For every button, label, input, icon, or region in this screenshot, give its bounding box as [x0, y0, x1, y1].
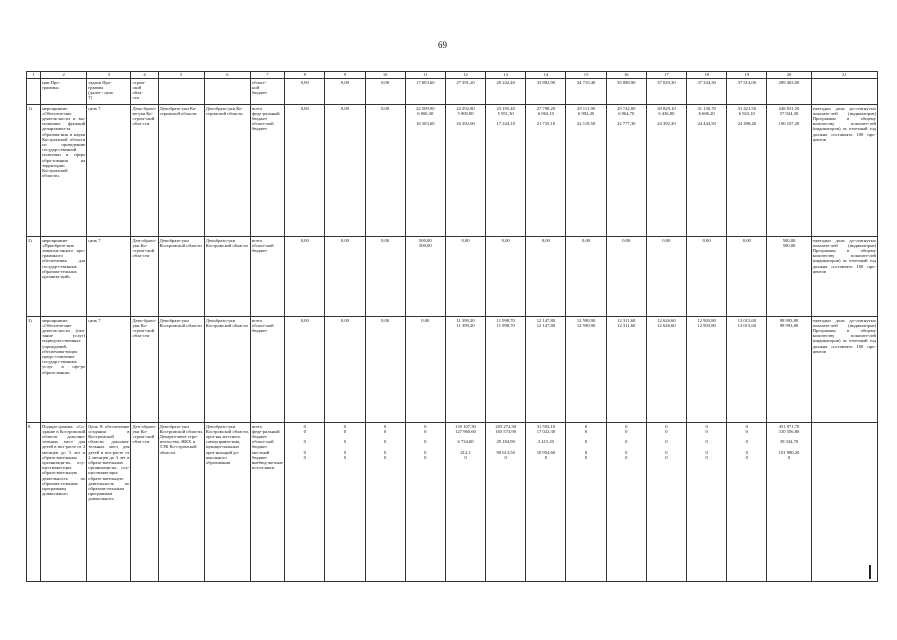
amount-cell: 30 829,10 6 436,80 24 392,30 [646, 105, 686, 237]
amount-cell: 12 147,80 12 147,80 [526, 317, 566, 423]
amount-cell: 135 107,30 127 960,60 6 734,60 412,1 0 [445, 423, 485, 582]
header-cell: 16 [606, 72, 646, 79]
budget-source-cell: всего област-ной бюджет [251, 237, 285, 317]
indicator-cell: ежегодно доля до-стигнутых показате-лей (индикаторов) Программы в общему количеству показате-лей (индикаторов) за отчетный год должна составлять 100 про-центов [811, 105, 877, 237]
executor-cell: Депобразо-уки Костромской области [158, 237, 204, 317]
amount-cell: 11 998,70 11 998,70 [486, 317, 526, 423]
row-number-cell: 2) [27, 237, 41, 317]
row-number-cell: 3) [27, 317, 41, 423]
amount-cell: 0 0 0 0 0 [365, 423, 405, 582]
continuation-row [27, 79, 878, 105]
amount-cell: 500,00 500,00 [405, 237, 445, 317]
indicator-cell: ежегодно доля до-стигнутых показате-лей (индикаторов) Программы в общему количеству показате-лей (индикаторов) за отчетный год должна составлять 100 про-центов [811, 317, 877, 423]
header-cell: 13 [486, 72, 526, 79]
executor-cell [158, 79, 204, 105]
amount-cell: 0,00 [285, 105, 325, 237]
amount-cell: 12 590,90 12 590,90 [566, 317, 606, 423]
indicator-cell [811, 79, 877, 105]
row-number-cell [27, 79, 41, 105]
budget-source-cell: област- ной бюджет [251, 79, 285, 105]
amount-cell: 0,00 [486, 237, 526, 317]
amount-cell: 0 0 0 0 0 [325, 423, 365, 582]
amount-cell: 289 403,00 [767, 79, 811, 105]
indicator-cell [811, 423, 877, 582]
header-cell: 17 [646, 72, 686, 79]
budget-source-cell: всего феде-ральный бюджет област-ной бюджет местный бюджет внебюд-жетные источ-ники [251, 423, 285, 582]
amount-cell: 0,00 [365, 237, 405, 317]
amount-cell: 22 292,80 5 900,80 16 392,00 [445, 105, 485, 237]
executor-cell: Депобразо-уки Ко-стромской области [158, 105, 204, 237]
header-cell: 12 [445, 72, 485, 79]
executor-cell: Депобразо-уки Костромской области, орга-ны местного самоуправле-ния, муници-пальных орга-низаций до-школьного образования [204, 423, 250, 582]
amount-cell: 33 882,90 [526, 79, 566, 105]
amount-cell: 0,00 [325, 105, 365, 237]
amount-cell: 0,00 [365, 317, 405, 423]
header-cell: 5 [158, 72, 204, 79]
amount-cell: 12 626,60 12 626,60 [646, 317, 686, 423]
header-cell: 8 [285, 72, 325, 79]
amount-cell: 17 003,60 [405, 79, 445, 105]
row-number-cell: 8. [27, 423, 41, 582]
header-cell: 18 [687, 72, 727, 79]
amount-cell: 12 903,80 12 903,80 [687, 317, 727, 423]
amount-cell: 0,00 [325, 317, 365, 423]
amount-cell: 0,00 [606, 237, 646, 317]
amount-cell: 0 0 0 0 0 [405, 423, 445, 582]
amount-cell: 22 509,90 6 006,30 16 503,60 [405, 105, 445, 237]
measure-name-cell: мероприятие «Обеспече-ние деятель-ности и вы-полнение функций департамен-та образова-ния и науки Костромской области по проведению государ-ственной политики в сфере обра-зования на территории Костромской области» [41, 105, 87, 237]
header-cell: 2 [41, 72, 87, 79]
amount-cell: 0,00 [325, 237, 365, 317]
amount-cell: 0,00 [405, 317, 445, 423]
amount-cell: 0 0 0 0 0 [646, 423, 686, 582]
amount-cell: 27 391,20 [445, 79, 485, 105]
amount-cell: 12 311,60 12 311,60 [606, 317, 646, 423]
header-cell: 9 [325, 72, 365, 79]
executor-cell: Депобразо-уки Костромской области [204, 237, 250, 317]
amount-cell: 0,00 [285, 79, 325, 105]
page-number: 69 [438, 40, 447, 50]
header-cell: 11 [405, 72, 445, 79]
table-row [27, 317, 878, 423]
amount-cell: 451 971,70 310 556,80 39 334,70 101 980,20 0 [767, 423, 811, 582]
amount-cell: 0,00 [445, 237, 485, 317]
row-number-cell: 1) [27, 105, 41, 237]
header-cell: 19 [727, 72, 767, 79]
executor-cell: Депобразо-уки Костромской области [158, 317, 204, 423]
header-row [27, 72, 878, 79]
header-cell: 20 [767, 72, 811, 79]
amount-cell: 35 088,90 [606, 79, 646, 105]
table-row [27, 423, 878, 582]
goal-cell: цель 7 [87, 237, 131, 317]
header-cell: 1 [27, 72, 41, 79]
measure-name-cell: мероприятие «Обеспече-ние деятель-ности (ока-зание услуг) подведом-ственных учреждений, обеспечива-ющих предо-ставление государ-ственных услуг в сфе-ре образо-вания» [41, 317, 87, 423]
amount-cell: 31 421,50 6 923,10 24 498,40 [727, 105, 767, 237]
amount-cell: 34 710,40 [566, 79, 606, 105]
header-cell: 6 [204, 72, 250, 79]
amount-cell: 37 514,00 [727, 79, 767, 105]
amount-cell: 0 0 0 0 0 [727, 423, 767, 582]
table-row [27, 237, 878, 317]
amount-cell: 37 029,30 [646, 79, 686, 105]
goal-cell: цель 7 [87, 317, 131, 423]
amount-cell: 0,00 [285, 237, 325, 317]
measure-name-cell: Подпро-грамма «Со-здание в Костромской области дополни-тельных мест для детей в воз-расте от 2 месяцев до 3 лет в образо-вательных организаци-ях, осу-ществляю-щих образо-вательную деятельность по образова-тельным программам дошкольного [41, 423, 87, 582]
header-cell: 21 [811, 72, 877, 79]
goal-cell: задачи Про- граммы (далее - цель 7) [87, 79, 131, 105]
header-cell: 4 [131, 72, 158, 79]
measure-name-cell: мероприятие «Приобрете-ние лицензи-онного про-граммного обеспечения для государ-ственных образова-тельных организа-ций» [41, 237, 87, 317]
coexecutor-cell: Деп-образо-уки Ко-стром-ской обла-сти [131, 423, 158, 582]
amount-cell: 0,00 [325, 79, 365, 105]
goal-cell: цель 7 [87, 105, 131, 237]
coexecutor-cell: Деп-образо-уки Ко-стром-ской обла-сти [131, 237, 158, 317]
amount-cell: 0,00 [727, 237, 767, 317]
amount-cell: 29 242,40 [486, 79, 526, 105]
table-row [27, 105, 878, 237]
amount-cell: 0,00 [285, 317, 325, 423]
coexecutor-cell: Депо-бразо-ва-уки Ко-стром-ской обла-сти [131, 105, 158, 237]
header-cell: 10 [365, 72, 405, 79]
amount-cell: 29 742,00 6 964,70 22 777,30 [606, 105, 646, 237]
amount-cell: 13 015,60 13 015,60 [727, 317, 767, 423]
measure-name-cell: ции Про- граммы» [41, 79, 87, 105]
amount-cell: 0,00 [365, 105, 405, 237]
executor-cell [204, 79, 250, 105]
header-cell: 14 [526, 72, 566, 79]
amount-cell: 0 0 0 0 0 [285, 423, 325, 582]
amount-cell: 0 0 0 0 0 [687, 423, 727, 582]
amount-cell: 31 592,10 17 022,30 3 415,20 10 954,60 0 [526, 423, 566, 582]
amount-cell: 205 272,30 165 573,90 29 184,90 90 613,50 0 [486, 423, 526, 582]
amount-cell: 0,00 [526, 237, 566, 317]
amount-cell: 0,00 [365, 79, 405, 105]
amount-cell: 31 130,70 6 686,20 24 444,50 [687, 105, 727, 237]
indicator-cell: ежегодно доля до-стигнутых показате-лей (индикаторов) Программы в общему количеству показате-лей (индикаторов) за отчетный год должна составлять 100 про-центов [811, 237, 877, 317]
amount-cell: 37 344,30 [687, 79, 727, 105]
amount-cell: 500,00 500,00 [767, 237, 811, 317]
executor-cell: Депобразо-уки Костромской области, Департа-мент стро-ительства, ЖКХ и ТЭК Ко-стромской области [158, 423, 204, 582]
amount-cell: 11 399,20 11 399,20 [445, 317, 485, 423]
header-cell: 3 [87, 72, 131, 79]
amount-cell: 0 0 0 0 0 [566, 423, 606, 582]
amount-cell: 0,00 [566, 237, 606, 317]
amount-cell: 23 195,40 5 951,30 17 244,10 [486, 105, 526, 237]
amount-cell: 27 798,20 6 063,10 21 735,10 [526, 105, 566, 237]
amount-cell: 0,00 [646, 237, 686, 317]
budget-source-cell: всего феде-ральный бюджет област-ной бюджет [251, 105, 285, 237]
coexecutor-cell: Депо-бразо-уки Ко-стром-ской обла-сти [131, 317, 158, 423]
header-cell: 15 [566, 72, 606, 79]
goal-cell: Цель 8: обеспечение создания в Костромской области дополни-тельных мест для детей в воз-расте от 2 месяцев до 3 лет в образо-вательных организаци-ях, осу-ществляю-щих образо-вательную деятельность по образова-тельным программам дошкольного [87, 423, 131, 582]
scan-edge-mark [869, 565, 871, 579]
budget-table [26, 71, 878, 582]
budget-source-cell: всего област-ной бюджет [251, 317, 285, 423]
amount-cell: 248 031,50 57 924,30 190 107,20 [767, 105, 811, 237]
amount-cell: 29 111,90 6 992,40 22 119,50 [566, 105, 606, 237]
amount-cell: 98 993,80 98 993,80 [767, 317, 811, 423]
header-cell: 7 [251, 72, 285, 79]
executor-cell: Депобразо-уки Костромской области [204, 317, 250, 423]
amount-cell: 0 0 0 0 0 [606, 423, 646, 582]
coexecutor-cell: стром- ской обла- сти [131, 79, 158, 105]
executor-cell: Депобразо-уки Ко-стромской области [204, 105, 250, 237]
amount-cell: 0,00 [687, 237, 727, 317]
